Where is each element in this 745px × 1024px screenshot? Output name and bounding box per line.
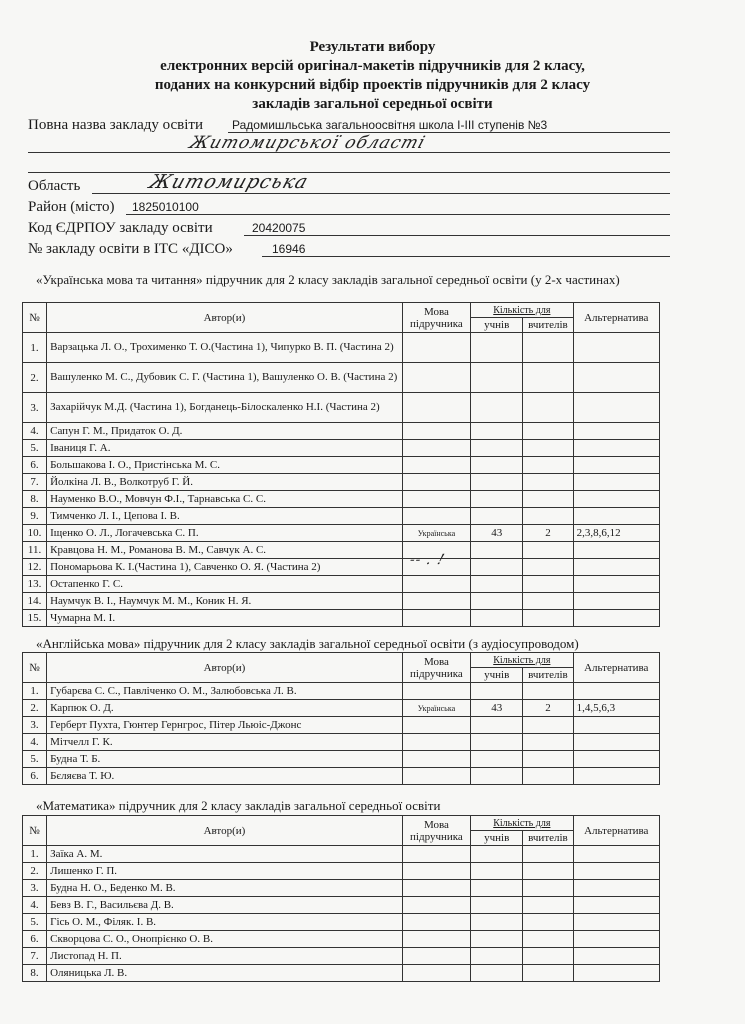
row-alternative (573, 751, 659, 768)
row-teachers (523, 897, 573, 914)
row-teachers (523, 734, 573, 751)
row-students: 43 (471, 700, 523, 717)
table-row (23, 734, 660, 751)
table-row (23, 542, 660, 559)
table-row (23, 491, 660, 508)
row-teachers (523, 474, 573, 491)
row-authors: Мітчелл Г. К. (47, 734, 403, 751)
row-students (471, 965, 523, 982)
row-students (471, 931, 523, 948)
row-number: 8. (23, 491, 47, 508)
table-header-row (23, 303, 660, 318)
row-number: 3. (23, 880, 47, 897)
row-number: 8. (23, 965, 47, 982)
row-students: 43 (471, 525, 523, 542)
row-alternative (573, 948, 659, 965)
row-students (471, 423, 523, 440)
row-number: 4. (23, 423, 47, 440)
table-row (23, 948, 660, 965)
row-authors: Бевз В. Г., Васильєва Д. В. (47, 897, 403, 914)
table-header-row (23, 653, 660, 668)
row-authors: Скворцова С. О., Онопрієнко О. В. (47, 931, 403, 948)
row-language (402, 768, 470, 785)
row-teachers (523, 457, 573, 474)
row-number: 2. (23, 700, 47, 717)
row-teachers (523, 333, 573, 363)
row-alternative (573, 333, 659, 363)
row-number: 4. (23, 734, 47, 751)
row-students (471, 559, 523, 576)
row-language (402, 491, 470, 508)
row-alternative: 2,3,8,6,12 (573, 525, 659, 542)
row-students (471, 948, 523, 965)
edrpou-line (244, 235, 670, 236)
row-authors: Варзацька Л. О., Трохименко Т. О.(Частина 1), Чипурко В. П. (Частина 2) (47, 333, 403, 363)
header-num: № (23, 303, 47, 333)
table-row (23, 700, 660, 717)
row-students (471, 457, 523, 474)
row-language (402, 965, 470, 982)
row-language (402, 880, 470, 897)
row-students (471, 897, 523, 914)
row-number: 10. (23, 525, 47, 542)
row-language (402, 593, 470, 610)
district-line (126, 214, 670, 215)
row-teachers (523, 717, 573, 734)
row-number: 1. (23, 333, 47, 363)
row-teachers (523, 559, 573, 576)
table-row (23, 768, 660, 785)
row-students (471, 440, 523, 457)
row-language (402, 683, 470, 700)
header-teachers: вчителів (523, 668, 573, 683)
row-number: 1. (23, 683, 47, 700)
header-author: Автор(и) (47, 816, 403, 846)
row-students (471, 508, 523, 525)
row-number: 14. (23, 593, 47, 610)
table-row (23, 880, 660, 897)
row-number: 6. (23, 768, 47, 785)
table-row (23, 423, 660, 440)
row-alternative (573, 897, 659, 914)
row-alternative (573, 717, 659, 734)
textbook-table-english (22, 652, 660, 785)
row-alternative (573, 965, 659, 982)
row-teachers (523, 863, 573, 880)
row-authors: Захарійчук М.Д. (Частина 1), Богданець-Білоскаленко Н.І. (Частина 2) (47, 393, 403, 423)
row-teachers (523, 931, 573, 948)
row-authors: Вашуленко М. С., Дубовик С. Г. (Частина 1), Вашуленко О. В. (Частина 2) (47, 363, 403, 393)
header-teachers: вчителів (523, 318, 573, 333)
table-row (23, 440, 660, 457)
row-students (471, 880, 523, 897)
row-number: 9. (23, 508, 47, 525)
row-alternative (573, 593, 659, 610)
row-students (471, 393, 523, 423)
row-students (471, 768, 523, 785)
row-number: 3. (23, 393, 47, 423)
row-authors: Тимченко Л. І., Цепова І. В. (47, 508, 403, 525)
table-row (23, 717, 660, 734)
row-teachers (523, 768, 573, 785)
region-line (92, 193, 670, 194)
table-row (23, 846, 660, 863)
row-teachers (523, 880, 573, 897)
row-language (402, 393, 470, 423)
row-language (402, 508, 470, 525)
row-students (471, 717, 523, 734)
row-alternative (573, 491, 659, 508)
row-number: 2. (23, 363, 47, 393)
row-alternative (573, 734, 659, 751)
row-alternative (573, 440, 659, 457)
its-value: 16946 (272, 242, 306, 256)
row-number: 7. (23, 474, 47, 491)
row-language (402, 734, 470, 751)
full-name-value: Радомишльська загальноосвітня школа І-ІІІ ступенів №3 (232, 118, 548, 132)
row-authors: Науменко В.О., Мовчун Ф.І., Тарнавська С. С. (47, 491, 403, 508)
table-row (23, 610, 660, 627)
row-language (402, 576, 470, 593)
row-language (402, 363, 470, 393)
row-teachers (523, 393, 573, 423)
row-language (402, 333, 470, 363)
header-author: Автор(и) (47, 653, 403, 683)
row-students (471, 491, 523, 508)
row-number: 3. (23, 717, 47, 734)
textbook-table-math (22, 815, 660, 982)
row-students (471, 610, 523, 627)
table-row (23, 474, 660, 491)
table-row (23, 683, 660, 700)
edrpou-value: 20420075 (252, 221, 306, 235)
table-row (23, 897, 660, 914)
row-students (471, 863, 523, 880)
its-line (262, 256, 670, 257)
handwritten-mark: -‑ . ! (407, 552, 448, 568)
header-num: № (23, 816, 47, 846)
row-alternative (573, 423, 659, 440)
row-alternative (573, 610, 659, 627)
row-number: 4. (23, 897, 47, 914)
row-language (402, 457, 470, 474)
row-teachers (523, 542, 573, 559)
row-teachers (523, 948, 573, 965)
header-quantity: Кількість для (471, 303, 573, 318)
row-language (402, 751, 470, 768)
row-teachers (523, 508, 573, 525)
row-language (402, 423, 470, 440)
row-authors: Бєляєва Т. Ю. (47, 768, 403, 785)
header-language: Мова підручника (402, 816, 470, 846)
row-alternative (573, 508, 659, 525)
title-line: електронних версій оригінал-макетів підручників для 2 класу, (160, 58, 585, 74)
row-authors: Гісь О. М., Філяк. І. В. (47, 914, 403, 931)
district-value: 1825010100 (132, 200, 199, 214)
header-students: учнів (471, 318, 523, 333)
table-row (23, 914, 660, 931)
row-language (402, 717, 470, 734)
row-authors: Іщенко О. Л., Логачевська С. П. (47, 525, 403, 542)
row-authors: Будна Т. Б. (47, 751, 403, 768)
row-authors: Заїка А. М. (47, 846, 403, 863)
row-teachers (523, 440, 573, 457)
row-students (471, 683, 523, 700)
header-students: учнів (471, 668, 523, 683)
row-teachers (523, 363, 573, 393)
title-line: закладів загальної середньої освіти (252, 96, 493, 112)
row-teachers (523, 491, 573, 508)
row-language (402, 863, 470, 880)
row-number: 6. (23, 931, 47, 948)
row-number: 5. (23, 914, 47, 931)
header-students: учнів (471, 831, 523, 846)
region-handwritten: Житомирська (146, 171, 312, 193)
table-row (23, 965, 660, 982)
row-language (402, 474, 470, 491)
row-authors: Лишенко Г. П. (47, 863, 403, 880)
row-number: 5. (23, 440, 47, 457)
row-authors: Кравцова Н. М., Романова В. М., Савчук А. С. (47, 542, 403, 559)
row-alternative (573, 768, 659, 785)
row-teachers (523, 610, 573, 627)
row-alternative: 1,4,5,6,3 (573, 700, 659, 717)
header-quantity: Кількість для (471, 653, 573, 668)
row-students (471, 593, 523, 610)
row-language (402, 914, 470, 931)
header-alternative: Альтернатива (573, 303, 659, 333)
row-alternative (573, 457, 659, 474)
row-teachers: 2 (523, 525, 573, 542)
row-authors: Листопад Н. П. (47, 948, 403, 965)
row-authors: Наумчук В. І., Наумчук М. М., Коник Н. Я. (47, 593, 403, 610)
row-students (471, 576, 523, 593)
row-language (402, 897, 470, 914)
header-alternative: Альтернатива (573, 816, 659, 846)
region-label: Область (28, 178, 81, 194)
row-teachers (523, 576, 573, 593)
row-students (471, 363, 523, 393)
row-number: 11. (23, 542, 47, 559)
header-language: Мова підручника (402, 303, 470, 333)
table-row (23, 457, 660, 474)
table-row (23, 751, 660, 768)
row-teachers (523, 593, 573, 610)
row-students (471, 914, 523, 931)
row-students (471, 333, 523, 363)
row-alternative (573, 846, 659, 863)
row-alternative (573, 393, 659, 423)
row-authors: Оляницька Л. В. (47, 965, 403, 982)
full-name-label: Повна назва закладу освіти (28, 117, 204, 133)
row-teachers (523, 683, 573, 700)
row-authors: Чумарна М. І. (47, 610, 403, 627)
row-authors: Герберт Пухта, Гюнтер Гернгрос, Пітер Льюіс-Джонс (47, 717, 403, 734)
table-row (23, 863, 660, 880)
row-number: 13. (23, 576, 47, 593)
full-name-handwritten: Житомирської області (186, 133, 429, 153)
row-teachers (523, 846, 573, 863)
row-number: 1. (23, 846, 47, 863)
row-alternative (573, 863, 659, 880)
table-row (23, 508, 660, 525)
section-title: «Українська мова та читання» підручник для 2 класу закладів загальної середньої освіти (у 2-х частинах) (36, 272, 620, 287)
row-alternative (573, 559, 659, 576)
table-row (23, 525, 660, 542)
header-alternative: Альтернатива (573, 653, 659, 683)
row-teachers (523, 914, 573, 931)
row-students (471, 846, 523, 863)
row-students (471, 734, 523, 751)
table-row (23, 559, 660, 576)
row-alternative (573, 683, 659, 700)
section-title: «Математика» підручник для 2 класу закладів загальної середньої освіти (36, 798, 441, 813)
textbook-table-ukrainian (22, 302, 660, 627)
row-authors: Остапенко Г. С. (47, 576, 403, 593)
row-alternative (573, 363, 659, 393)
table-header-row (23, 816, 660, 831)
its-label: № закладу освіти в ІТС «ДІСО» (28, 241, 233, 257)
row-authors: Пономарьова К. І.(Частина 1), Савченко О. Я. (Частина 2) (47, 559, 403, 576)
header-author: Автор(и) (47, 303, 403, 333)
row-students (471, 542, 523, 559)
header-language: Мова підручника (402, 653, 470, 683)
row-authors: Большакова І. О., Пристінська М. С. (47, 457, 403, 474)
row-students (471, 751, 523, 768)
row-authors: Губарєва С. С., Павліченко О. М., Залюбовська Л. В. (47, 683, 403, 700)
table-row (23, 931, 660, 948)
row-teachers (523, 423, 573, 440)
row-alternative (573, 542, 659, 559)
district-label: Район (місто) (28, 199, 115, 215)
row-authors: Йолкіна Л. В., Волкотруб Г. Й. (47, 474, 403, 491)
row-language (402, 440, 470, 457)
row-number: 2. (23, 863, 47, 880)
row-teachers (523, 751, 573, 768)
title-line: поданих на конкурсний відбір проектів підручників для 2 класу (154, 77, 591, 93)
row-alternative (573, 576, 659, 593)
header-teachers: вчителів (523, 831, 573, 846)
row-language: Українська (402, 525, 470, 542)
row-authors: Сапун Г. М., Придаток О. Д. (47, 423, 403, 440)
row-students (471, 474, 523, 491)
row-language (402, 931, 470, 948)
title-line: Результати вибору (309, 39, 436, 55)
blank-line (28, 172, 670, 173)
row-alternative (573, 474, 659, 491)
row-alternative (573, 931, 659, 948)
document-title (0, 38, 745, 114)
row-authors: Будна Н. О., Беденко М. В. (47, 880, 403, 897)
row-authors: Іваниця Г. А. (47, 440, 403, 457)
table-row (23, 333, 660, 363)
section-title: «Англійська мова» підручник для 2 класу закладів загальної середньої освіти (з аудіосупроводом) (36, 636, 579, 651)
row-language: Українська (402, 700, 470, 717)
table-row (23, 593, 660, 610)
row-teachers (523, 965, 573, 982)
row-number: 15. (23, 610, 47, 627)
table-row (23, 576, 660, 593)
row-number: 12. (23, 559, 47, 576)
row-number: 5. (23, 751, 47, 768)
row-teachers: 2 (523, 700, 573, 717)
header-quantity: Кількість для (471, 816, 573, 831)
row-alternative (573, 880, 659, 897)
row-language (402, 948, 470, 965)
table-row (23, 393, 660, 423)
row-authors: Карпюк О. Д. (47, 700, 403, 717)
row-language (402, 846, 470, 863)
row-language (402, 610, 470, 627)
row-number: 7. (23, 948, 47, 965)
header-num: № (23, 653, 47, 683)
row-number: 6. (23, 457, 47, 474)
row-alternative (573, 914, 659, 931)
table-row (23, 363, 660, 393)
edrpou-label: Код ЄДРПОУ закладу освіти (28, 220, 213, 236)
